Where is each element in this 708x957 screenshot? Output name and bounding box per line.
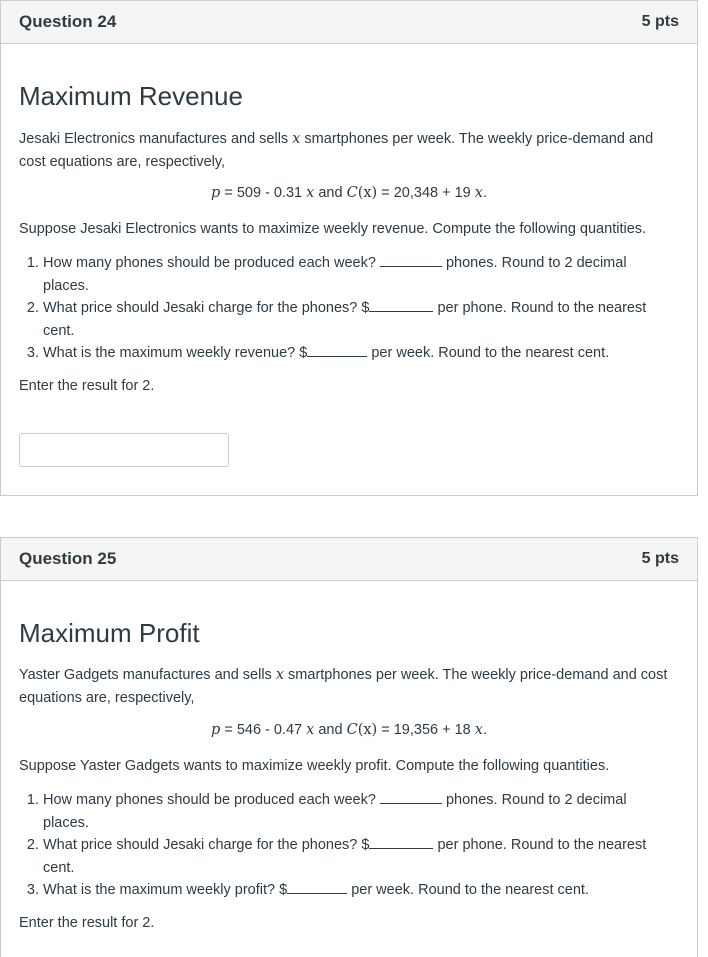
- list-item: [43, 252, 667, 297]
- item-text: What is the maximum weekly profit? $: [43, 882, 288, 898]
- question-suppose: Suppose Jesaki Electronics wants to maximize weekly revenue. Compute the following quantities.: [19, 221, 647, 237]
- question-header: [1, 1, 697, 44]
- list-item: [43, 834, 667, 879]
- eq-c: C: [346, 722, 358, 738]
- item-text: phones. Round to 2 decimal places.: [43, 255, 627, 294]
- blank-line: [287, 879, 347, 894]
- intro-variable: x: [275, 667, 285, 683]
- eq-c-arg: (x): [357, 722, 378, 738]
- eq-c: C: [346, 185, 358, 201]
- intro-text-b: smartphones per week. The weekly price-demand and cost equations are, respectively,: [19, 131, 654, 170]
- item-text: per phone. Round to the nearest cent.: [43, 300, 647, 339]
- eq-p: p: [211, 722, 221, 738]
- eq-c-arg: (x): [357, 185, 378, 201]
- item-text: per phone. Round to the nearest cent.: [43, 837, 647, 876]
- question-points: 5 pts: [641, 13, 679, 30]
- list-item: [43, 789, 667, 834]
- intro-variable: x: [292, 131, 301, 147]
- list-item: [43, 879, 667, 902]
- question-25: [0, 537, 698, 957]
- intro-text-a: Yaster Gadgets manufactures and sells: [19, 667, 276, 683]
- eq-x: x: [306, 185, 315, 201]
- answer-input[interactable]: [19, 433, 229, 467]
- list-item: [43, 342, 667, 365]
- blank-line: [369, 297, 433, 312]
- blank-line: [369, 834, 433, 849]
- eq-and: and: [314, 185, 347, 201]
- equations: [1, 185, 697, 201]
- list-item: [43, 297, 667, 342]
- item-text: phones. Round to 2 decimal places.: [43, 792, 627, 831]
- item-text: How many phones should be produced each week?: [43, 255, 380, 271]
- blank-line: [380, 789, 442, 804]
- eq-and: and: [314, 722, 347, 738]
- question-points: 5 pts: [641, 550, 679, 567]
- blank-line: [380, 252, 442, 267]
- item-text: What is the maximum weekly revenue? $: [43, 345, 308, 361]
- question-intro: [19, 128, 683, 173]
- question-items: [19, 252, 667, 365]
- question-title: Question 25: [19, 549, 117, 568]
- eq-demand: = 509 - 0.31: [220, 185, 307, 201]
- eq-x2: x: [474, 185, 483, 201]
- eq-cost: = 19,356 + 18: [377, 722, 475, 738]
- eq-end: .: [482, 722, 487, 738]
- question-suppose: Suppose Yaster Gadgets wants to maximize weekly profit. Compute the following quantities.: [19, 758, 610, 774]
- eq-cost: = 20,348 + 19: [377, 185, 475, 201]
- eq-end: .: [482, 185, 487, 201]
- question-header: [1, 538, 697, 581]
- item-text: What price should Jesaki charge for the phones? $: [43, 837, 370, 853]
- question-heading: Maximum Revenue: [19, 81, 243, 111]
- question-heading: Maximum Profit: [19, 618, 200, 648]
- intro-text-b: smartphones per week. The weekly price-demand and cost equations are, respectively,: [19, 667, 668, 706]
- item-text: What price should Jesaki charge for the phones? $: [43, 300, 370, 316]
- enter-result-text: Enter the result for 2.: [19, 378, 155, 394]
- intro-text-a: Jesaki Electronics manufactures and sells: [19, 131, 293, 147]
- eq-x: x: [306, 722, 315, 738]
- item-text: per week. Round to the nearest cent.: [367, 345, 610, 361]
- item-text: How many phones should be produced each week?: [43, 792, 380, 808]
- question-items: [19, 789, 667, 902]
- eq-x2: x: [474, 722, 483, 738]
- question-intro: [19, 664, 683, 709]
- question-title: Question 24: [19, 12, 117, 31]
- eq-demand: = 546 - 0.47: [220, 722, 307, 738]
- equations: [1, 722, 697, 738]
- blank-line: [307, 342, 367, 357]
- eq-p: p: [211, 185, 221, 201]
- enter-result-text: Enter the result for 2.: [19, 915, 155, 931]
- item-text: per week. Round to the nearest cent.: [347, 882, 589, 898]
